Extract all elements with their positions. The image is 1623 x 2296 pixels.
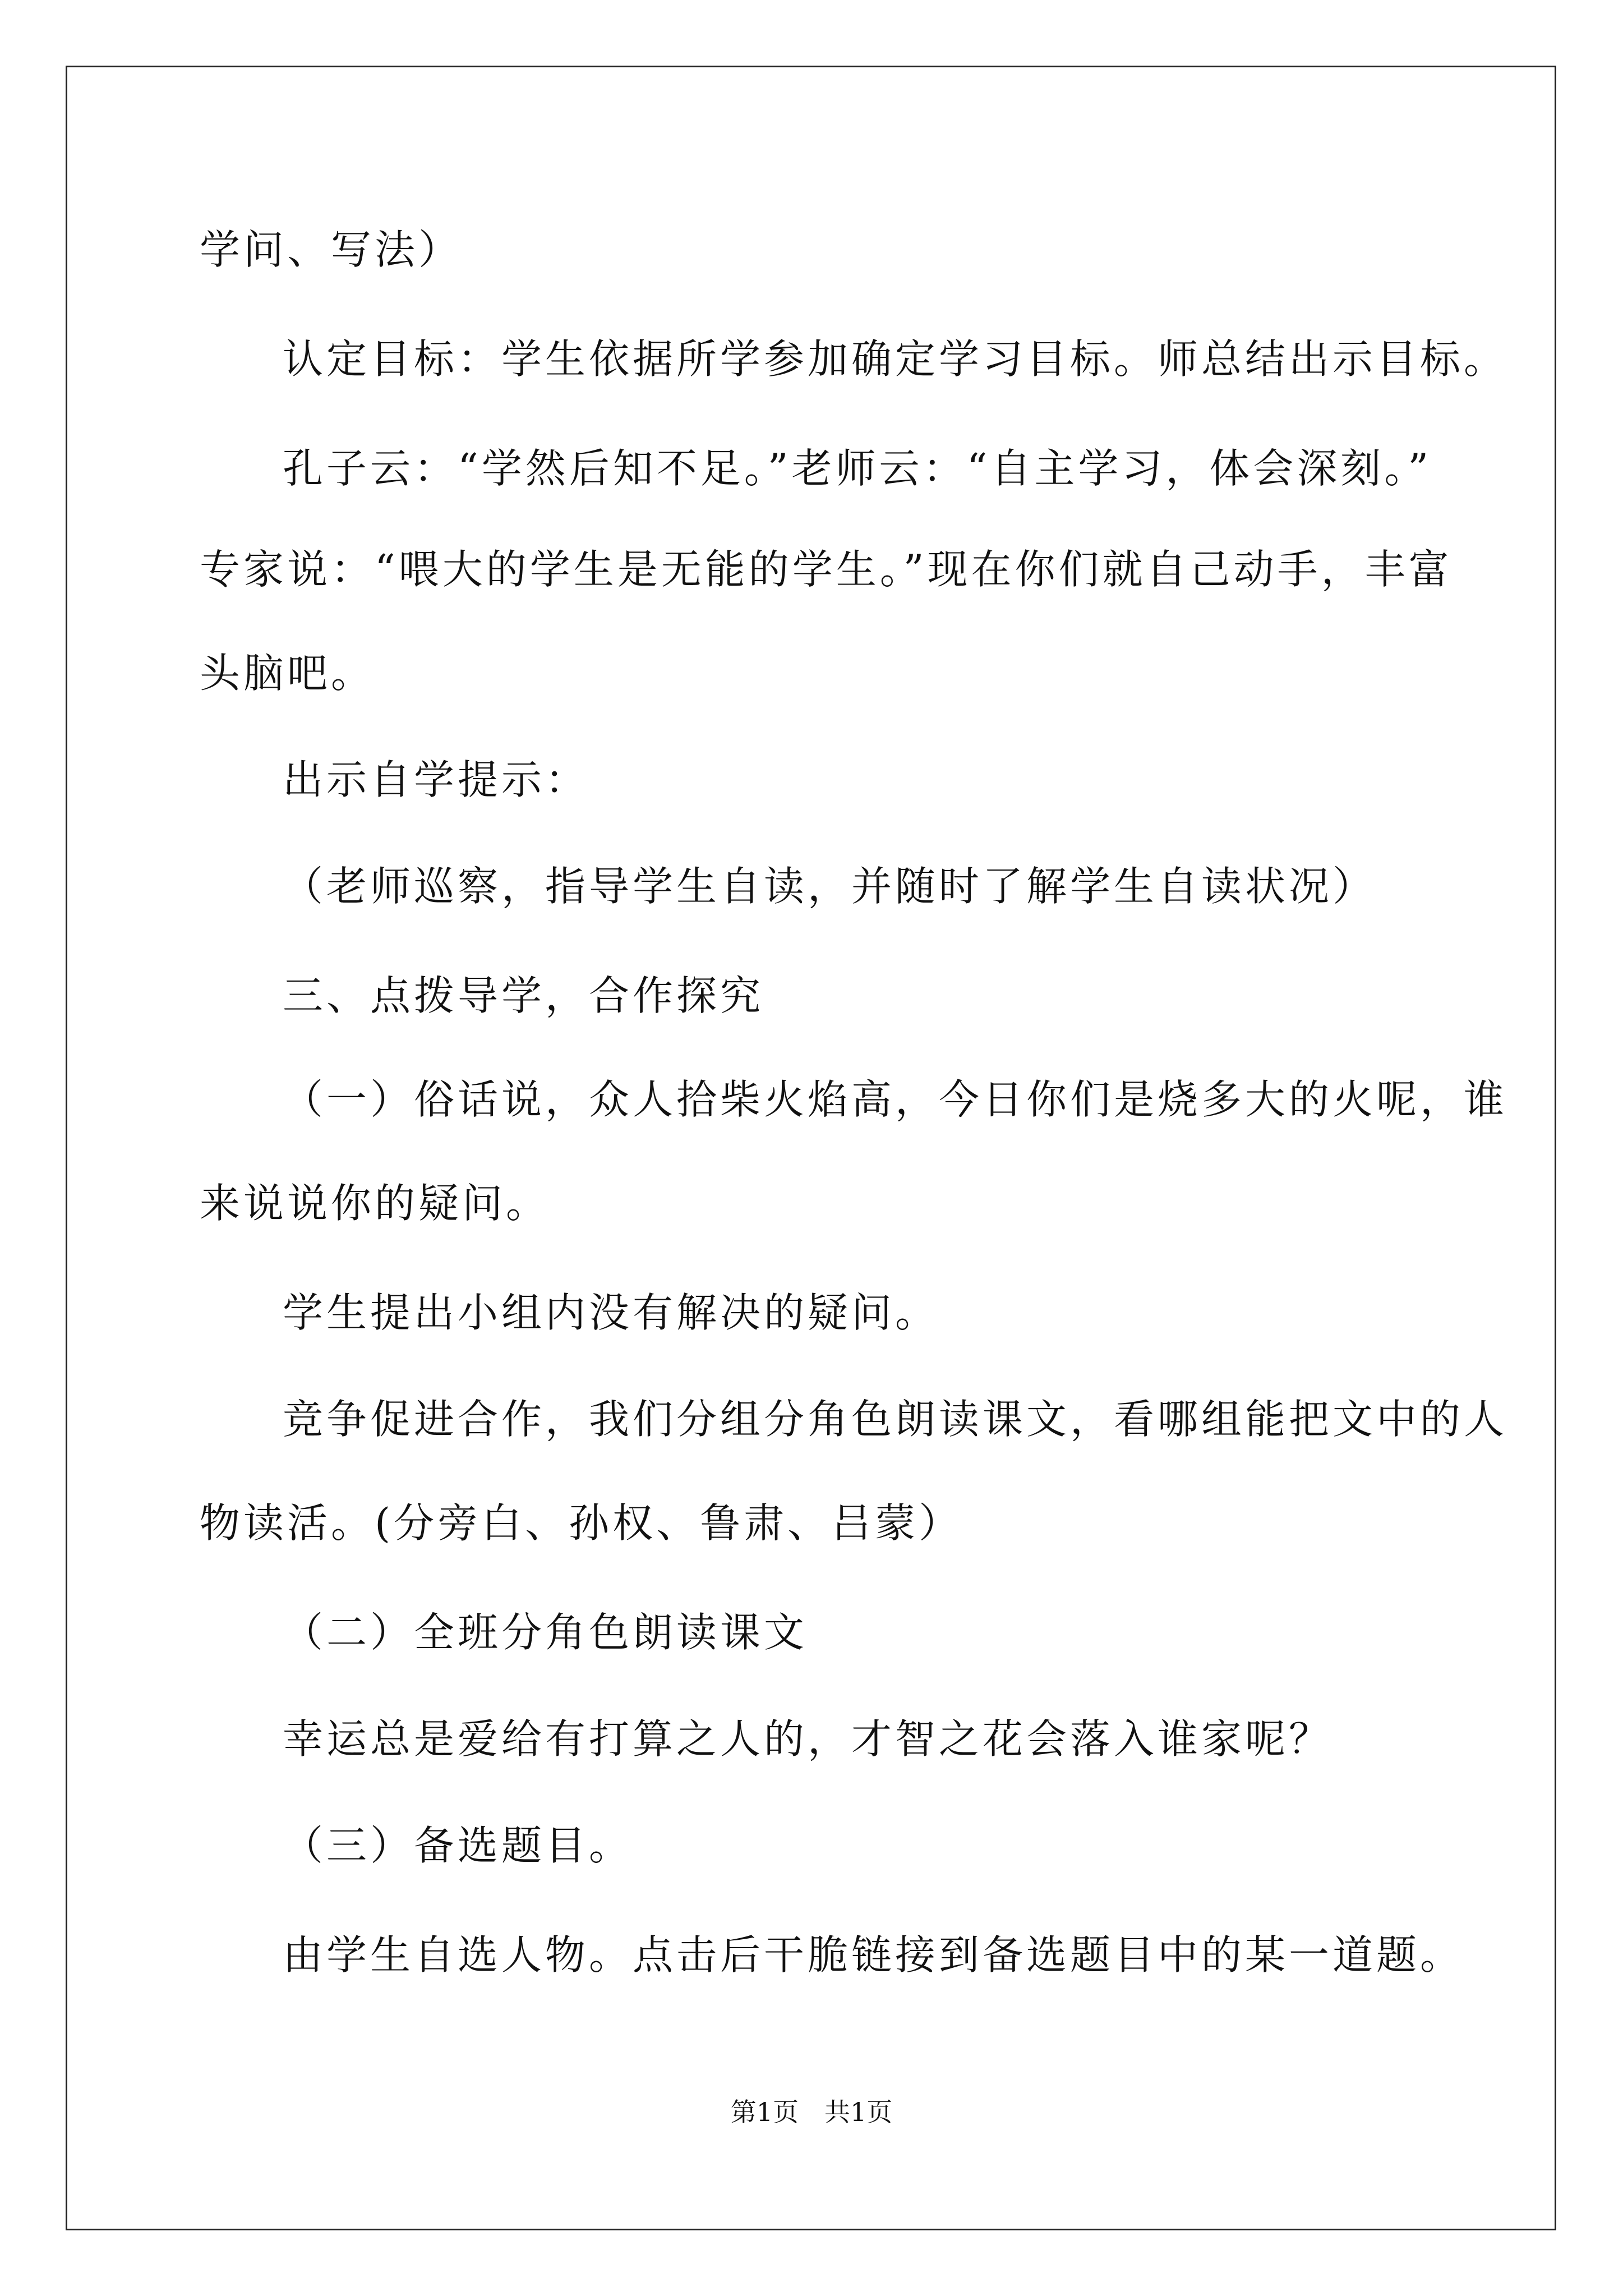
text-line: 学生提出小组内没有解决的疑问。 <box>283 1289 939 1336</box>
text-line: 出示自学提示： <box>283 756 589 803</box>
text-line: （二）全班分角色朗读课文 <box>283 1609 808 1656</box>
text-line: 认定目标：学生依据所学参加确定学习目标。师总结出示目标。 <box>283 335 1508 383</box>
text-line: 专家说：“喂大的学生是无能的学生。”现在你们就自己动手，丰富 <box>200 546 1453 593</box>
text-line: （一）俗话说，众人拾柴火焰高，今日你们是烧多大的火呢，谁 <box>283 1076 1508 1123</box>
text-line: 竞争促进合作，我们分组分角色朗读课文，看哪组能把文中的人 <box>283 1396 1508 1443</box>
text-line: 幸运总是爱给有打算之人的，才智之花会落入谁家呢？ <box>283 1715 1333 1763</box>
text-line: 孔子云：“学然后知不足。”老师云：“自主学习，体会深刻。” <box>283 445 1432 492</box>
page-border <box>66 66 1556 2230</box>
text-line: （老师巡察，指导学生自读，并随时了解学生自读状况） <box>283 863 1377 910</box>
text-line: 物读活。(分旁白、孙权、鲁肃、吕蒙） <box>200 1499 963 1547</box>
page-number-footer: 第1页 共1页 <box>730 2097 893 2127</box>
text-line: 学问、写法） <box>200 226 463 273</box>
text-line: 头脑吧。 <box>200 650 375 697</box>
text-line: 三、点拨导学，合作探究 <box>283 972 764 1019</box>
text-line: （三）备选题目。 <box>283 1822 633 1869</box>
text-line: 由学生自选人物。点击后干脆链接到备选题目中的某一道题。 <box>283 1931 1464 1978</box>
text-line: 来说说你的疑问。 <box>200 1180 550 1227</box>
